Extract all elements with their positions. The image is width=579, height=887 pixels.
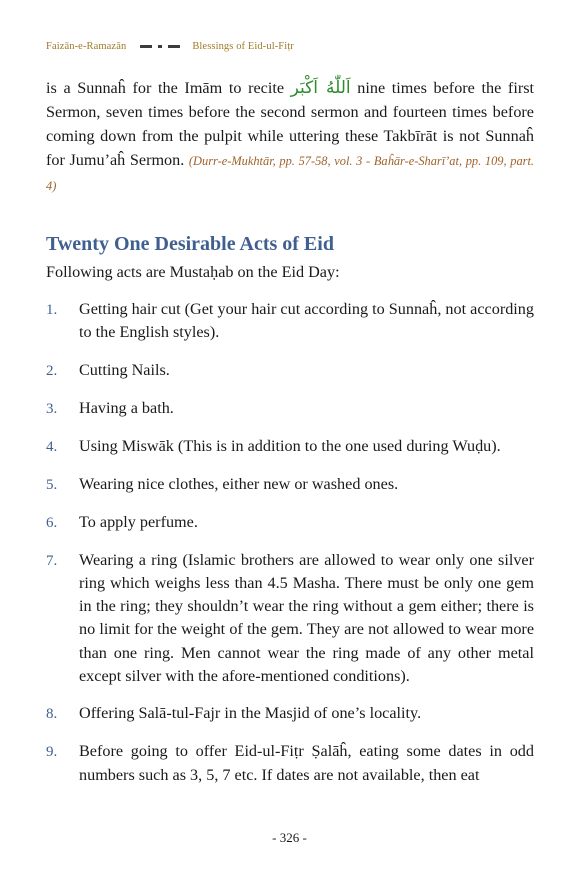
list-item — [46, 511, 534, 535]
list-item — [46, 435, 534, 459]
list-item-text: Cutting Nails. — [79, 360, 170, 379]
list-item-text: To apply perfume. — [79, 512, 198, 531]
list-item-text: Before going to offer Eid-ul-Fiṭr Ṣalāĥ, eating some dates in odd numbers such as 3, 5, 7 etc. If dates are not available, then eat — [79, 742, 534, 784]
list-item-number: 9. — [46, 744, 58, 761]
section-heading: Twenty One Desirable Acts of Eid — [46, 233, 334, 255]
list-item-number: 6. — [46, 514, 58, 531]
list-item — [46, 740, 534, 787]
intro-paragraph — [46, 76, 534, 198]
running-header — [46, 38, 535, 54]
page-number: - 326 - — [272, 830, 307, 845]
header-separator — [140, 45, 180, 48]
list-item-number: 1. — [46, 302, 58, 318]
list-item-text: Wearing nice clothes, either new or washed ones. — [79, 474, 399, 493]
list-item-number: 7. — [46, 552, 58, 569]
paragraph-text-start: is a Sunnaĥ for the Imām to recite — [46, 79, 291, 97]
list-item — [46, 359, 534, 383]
acts-list — [46, 298, 534, 787]
list-item-number: 2. — [46, 362, 58, 379]
list-item-text: Having a bath. — [79, 398, 174, 417]
list-item-number: 4. — [46, 438, 58, 455]
list-item-number: 3. — [46, 400, 58, 417]
paragraph-text-end: nine times before the first Sermon, seven times before the second sermon and fourteen times before coming down from the pulpit while uttering these Takbīrāt is not Sunnaĥ for Jumu’aĥ Sermon. — [46, 79, 535, 169]
list-item-text: Using Miswāk (This is in addition to the one used during Wuḍu). — [79, 436, 501, 455]
chapter-title: Blessings of Eid-ul-Fiṭr — [192, 40, 294, 52]
list-item-text: Offering Salā-tul-Fajr in the Masjid of one’s locality. — [79, 704, 422, 723]
list-item — [46, 702, 534, 726]
list-item-text: Wearing a ring (Islamic brothers are allowed to wear only one silver ring which weighs less than 4.5 Masha. There must be only one gem in the ring; they shouldn’t wear the ring without a gem either; there is no limit for the weight of the gem. They are not allowed to wear more than one ring. Men cannot wear the ring made of any other metal except silver with the afore-mentioned conditions). — [79, 550, 534, 686]
list-item — [46, 298, 534, 345]
list-item — [46, 397, 534, 421]
list-item-number: 5. — [46, 476, 58, 493]
reference-citation: (Durr-e-Mukhtār, pp. 57-58, vol. 3 - Baĥār-e-Sharī’at, pp. 109, part. 4) — [46, 154, 535, 193]
book-title: Faizān-e-Ramazān — [46, 40, 127, 52]
page-content — [46, 76, 534, 801]
list-item-number: 8. — [46, 706, 58, 723]
list-item — [46, 549, 534, 689]
arabic-takbir: اَللّٰهُ اَكْبَر — [290, 78, 351, 98]
list-item — [46, 473, 534, 497]
section-intro: Following acts are Mustaḥab on the Eid Day: — [46, 263, 340, 281]
list-item-text: Getting hair cut (Get your hair cut according to Sunnaĥ, not according to the English styles). — [79, 300, 534, 342]
